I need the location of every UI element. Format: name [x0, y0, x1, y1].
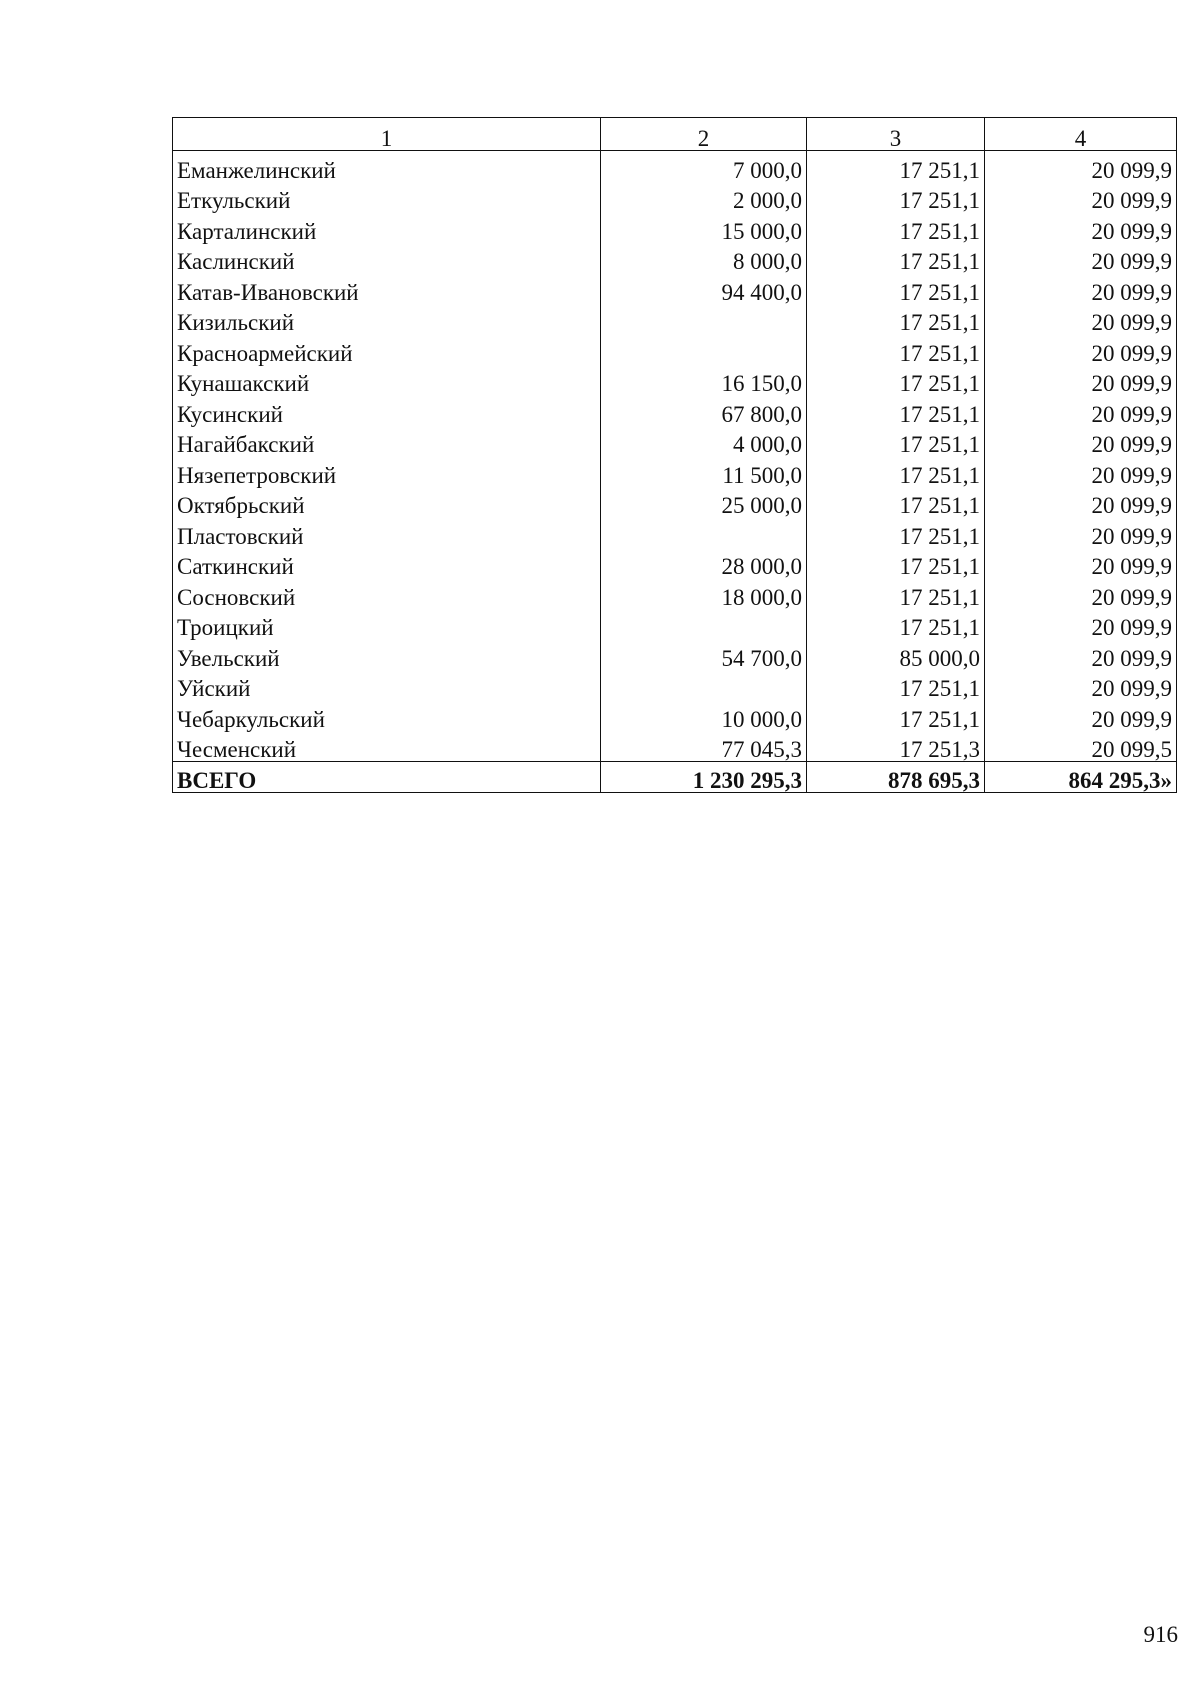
district-name: Каслинский — [173, 243, 601, 274]
value-col-3: 17 251,1 — [807, 243, 985, 274]
district-name: Саткинский — [173, 548, 601, 579]
district-name: Катав-Ивановский — [173, 273, 601, 304]
district-name: Карталинский — [173, 212, 601, 243]
table-body — [173, 151, 1177, 762]
header-row — [173, 118, 1177, 151]
value-col-2 — [601, 517, 807, 548]
table-row — [173, 304, 1177, 335]
value-col-4: 20 099,9 — [985, 304, 1177, 335]
value-col-4: 20 099,9 — [985, 365, 1177, 396]
value-col-2: 15 000,0 — [601, 212, 807, 243]
value-col-2: 2 000,0 — [601, 182, 807, 213]
value-col-2: 18 000,0 — [601, 578, 807, 609]
total-col-2: 1 230 295,3 — [601, 762, 807, 793]
district-name: Еткульский — [173, 182, 601, 213]
value-col-4: 20 099,9 — [985, 334, 1177, 365]
value-col-4: 20 099,9 — [985, 456, 1177, 487]
value-col-3: 17 251,1 — [807, 517, 985, 548]
table-row — [173, 151, 1177, 182]
value-col-2: 77 045,3 — [601, 731, 807, 762]
value-col-2: 25 000,0 — [601, 487, 807, 518]
value-col-2: 94 400,0 — [601, 273, 807, 304]
table-row — [173, 731, 1177, 762]
total-label: ВСЕГО — [173, 762, 601, 793]
value-col-4: 20 099,9 — [985, 426, 1177, 457]
value-col-4: 20 099,9 — [985, 243, 1177, 274]
value-col-4: 20 099,9 — [985, 700, 1177, 731]
value-col-3: 17 251,1 — [807, 182, 985, 213]
district-name: Сосновский — [173, 578, 601, 609]
table-row — [173, 212, 1177, 243]
total-row — [173, 762, 1177, 793]
value-col-2: 4 000,0 — [601, 426, 807, 457]
value-col-4: 20 099,9 — [985, 395, 1177, 426]
value-col-4: 20 099,9 — [985, 517, 1177, 548]
district-name: Нязепетровский — [173, 456, 601, 487]
table-row — [173, 517, 1177, 548]
value-col-3: 17 251,1 — [807, 670, 985, 701]
page-number: 916 — [1143, 1622, 1178, 1647]
table-row — [173, 609, 1177, 640]
table-row — [173, 395, 1177, 426]
value-col-3: 17 251,1 — [807, 578, 985, 609]
value-col-3: 17 251,3 — [807, 731, 985, 762]
table-row — [173, 243, 1177, 274]
value-col-3: 17 251,1 — [807, 395, 985, 426]
value-col-3: 17 251,1 — [807, 487, 985, 518]
column-header-1: 1 — [173, 118, 601, 151]
value-col-4: 20 099,9 — [985, 487, 1177, 518]
table-row — [173, 700, 1177, 731]
district-name: Чесменский — [173, 731, 601, 762]
value-col-2: 11 500,0 — [601, 456, 807, 487]
table-row — [173, 426, 1177, 457]
column-header-3: 3 — [807, 118, 985, 151]
table-row — [173, 182, 1177, 213]
column-header-2: 2 — [601, 118, 807, 151]
value-col-4: 20 099,9 — [985, 670, 1177, 701]
total-col-3: 878 695,3 — [807, 762, 985, 793]
value-col-3: 17 251,1 — [807, 334, 985, 365]
table-row — [173, 456, 1177, 487]
district-name: Кизильский — [173, 304, 601, 335]
value-col-2: 16 150,0 — [601, 365, 807, 396]
total-col-4: 864 295,3» — [985, 762, 1177, 793]
table-row — [173, 548, 1177, 579]
value-col-2: 10 000,0 — [601, 700, 807, 731]
value-col-3: 17 251,1 — [807, 548, 985, 579]
value-col-3: 85 000,0 — [807, 639, 985, 670]
value-col-3: 17 251,1 — [807, 273, 985, 304]
table-row — [173, 334, 1177, 365]
table-row — [173, 639, 1177, 670]
value-col-4: 20 099,9 — [985, 578, 1177, 609]
value-col-4: 20 099,5 — [985, 731, 1177, 762]
district-name: Троицкий — [173, 609, 601, 640]
value-col-4: 20 099,9 — [985, 609, 1177, 640]
value-col-3: 17 251,1 — [807, 365, 985, 396]
value-col-3: 17 251,1 — [807, 426, 985, 457]
table-row — [173, 273, 1177, 304]
district-name: Нагайбакский — [173, 426, 601, 457]
district-name: Пластовский — [173, 517, 601, 548]
budget-table — [172, 117, 1177, 793]
district-name: Кунашакский — [173, 365, 601, 396]
value-col-2 — [601, 304, 807, 335]
value-col-2: 67 800,0 — [601, 395, 807, 426]
value-col-2 — [601, 670, 807, 701]
value-col-2 — [601, 609, 807, 640]
value-col-4: 20 099,9 — [985, 548, 1177, 579]
value-col-2: 28 000,0 — [601, 548, 807, 579]
value-col-2 — [601, 334, 807, 365]
district-name: Октябрьский — [173, 487, 601, 518]
value-col-4: 20 099,9 — [985, 639, 1177, 670]
table-row — [173, 578, 1177, 609]
district-name: Кусинский — [173, 395, 601, 426]
district-name: Чебаркульский — [173, 700, 601, 731]
value-col-2: 8 000,0 — [601, 243, 807, 274]
district-name: Увельский — [173, 639, 601, 670]
district-name: Уйский — [173, 670, 601, 701]
value-col-3: 17 251,1 — [807, 456, 985, 487]
value-col-4: 20 099,9 — [985, 182, 1177, 213]
value-col-4: 20 099,9 — [985, 151, 1177, 182]
table-row — [173, 365, 1177, 396]
district-name: Еманжелинский — [173, 151, 601, 182]
table-row — [173, 487, 1177, 518]
value-col-3: 17 251,1 — [807, 609, 985, 640]
value-col-4: 20 099,9 — [985, 212, 1177, 243]
district-name: Красноармейский — [173, 334, 601, 365]
value-col-3: 17 251,1 — [807, 304, 985, 335]
value-col-3: 17 251,1 — [807, 151, 985, 182]
table-row — [173, 670, 1177, 701]
value-col-3: 17 251,1 — [807, 212, 985, 243]
value-col-2: 7 000,0 — [601, 151, 807, 182]
column-header-4: 4 — [985, 118, 1177, 151]
value-col-3: 17 251,1 — [807, 700, 985, 731]
value-col-4: 20 099,9 — [985, 273, 1177, 304]
value-col-2: 54 700,0 — [601, 639, 807, 670]
